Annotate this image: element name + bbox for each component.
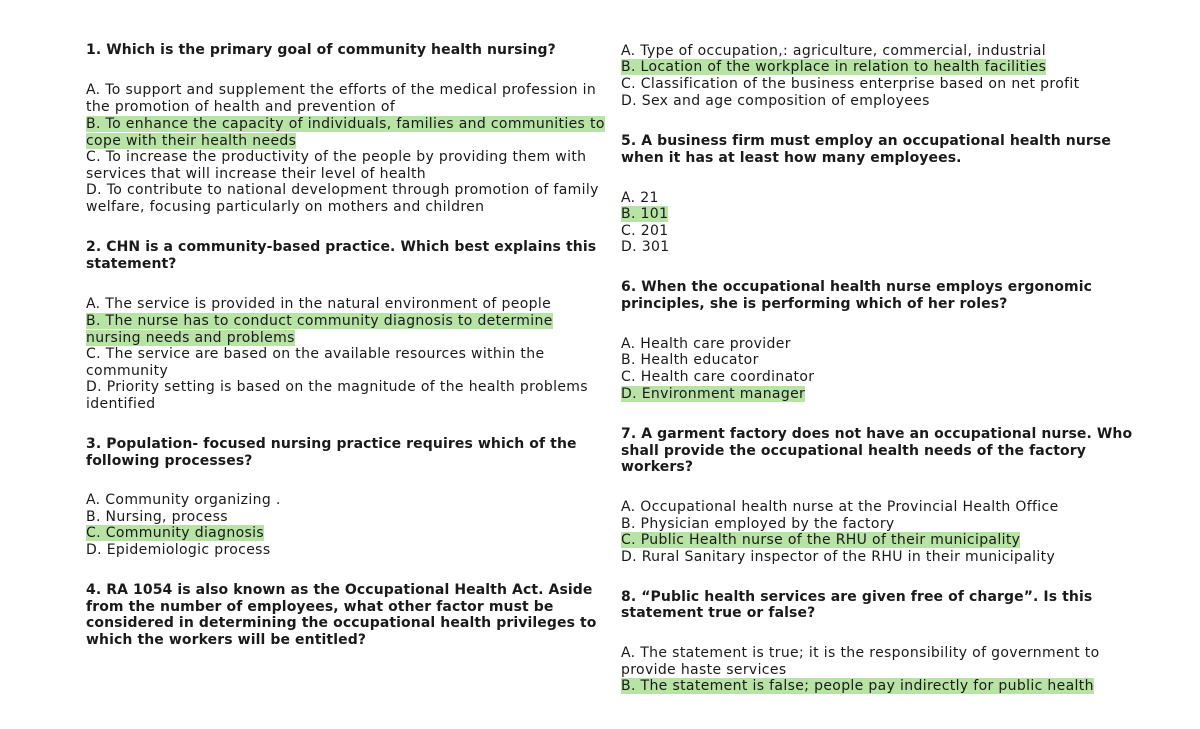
answer-option-highlighted bbox=[86, 116, 605, 133]
question-line bbox=[621, 279, 1092, 296]
line-text: 6. When the occupational health nurse employs ergonomic bbox=[621, 279, 1092, 295]
line-text: D. 301 bbox=[621, 239, 670, 255]
line-text: C. To increase the productivity of the people by providing them with bbox=[86, 149, 587, 165]
line-text: C. Public Health nurse of the RHU of their municipality bbox=[621, 532, 1021, 548]
line-text: C. Classification of the business enterprise based on net profit bbox=[621, 76, 1080, 92]
line-text: when it has at least how many employees. bbox=[621, 150, 962, 166]
answer-option bbox=[86, 199, 484, 216]
line-text: nursing needs and problems bbox=[86, 330, 295, 346]
line-text: 2. CHN is a community-based practice. Which best explains this bbox=[86, 239, 597, 255]
line-text: 7. A garment factory does not have an occupational nurse. Who bbox=[621, 426, 1133, 442]
line-text: considered in determining the occupational health privileges to bbox=[86, 615, 597, 631]
answer-option bbox=[86, 166, 426, 183]
line-text: C. Health care coordinator bbox=[621, 369, 815, 385]
line-text: D. Sex and age composition of employees bbox=[621, 93, 930, 109]
answer-option bbox=[621, 352, 759, 369]
answer-option bbox=[621, 549, 1055, 566]
line-text: from the number of employees, what other factor must be bbox=[86, 599, 554, 615]
answer-option-highlighted bbox=[621, 59, 1046, 76]
answer-option-highlighted bbox=[621, 678, 1094, 695]
question-line bbox=[621, 133, 1111, 150]
question-line bbox=[621, 426, 1132, 443]
question-line bbox=[86, 615, 596, 632]
answer-option bbox=[86, 182, 599, 199]
line-text: A. Community organizing . bbox=[86, 492, 281, 508]
line-text: 4. RA 1054 is also known as the Occupational Health Act. Aside bbox=[86, 582, 593, 598]
question-line bbox=[86, 239, 596, 256]
line-text: C. Community diagnosis bbox=[86, 525, 265, 541]
answer-option-highlighted bbox=[86, 525, 264, 542]
line-text: 3. Population- focused nursing practice requires which of the bbox=[86, 436, 577, 452]
line-text: statement? bbox=[86, 256, 177, 272]
question-line bbox=[621, 296, 1007, 313]
question-line bbox=[86, 436, 577, 453]
question-line bbox=[86, 453, 252, 470]
answer-option bbox=[621, 93, 930, 110]
answer-option bbox=[621, 239, 670, 256]
line-text: B. Health educator bbox=[621, 352, 759, 368]
line-text: B. The statement is false; people pay indirectly for public health bbox=[621, 678, 1094, 694]
line-text: A. The statement is true; it is the responsibility of government to bbox=[621, 645, 1100, 661]
line-text: 1. Which is the primary goal of community health nursing? bbox=[86, 42, 556, 58]
line-text: identified bbox=[86, 396, 156, 412]
answer-option bbox=[621, 76, 1079, 93]
answer-option-highlighted bbox=[621, 206, 668, 223]
line-text: D. To contribute to national development through promotion of family bbox=[86, 182, 599, 198]
answer-option bbox=[621, 369, 814, 386]
line-text: community bbox=[86, 363, 169, 379]
answer-option bbox=[621, 516, 895, 533]
line-text: which the workers will be entitled? bbox=[86, 632, 367, 648]
answer-option-highlighted bbox=[86, 330, 295, 347]
line-text: statement true or false? bbox=[621, 605, 816, 621]
question-line bbox=[621, 150, 962, 167]
answer-option-highlighted bbox=[621, 386, 805, 403]
answer-option bbox=[86, 379, 588, 396]
line-text: B. 101 bbox=[621, 206, 669, 222]
line-text: workers? bbox=[621, 459, 694, 475]
line-text: D. Priority setting is based on the magnitude of the health problems bbox=[86, 379, 588, 395]
answer-option bbox=[621, 43, 1046, 60]
question-line bbox=[621, 443, 1086, 460]
question-line bbox=[621, 589, 1092, 606]
answer-option-highlighted bbox=[621, 532, 1020, 549]
answer-option bbox=[86, 363, 168, 380]
answer-option bbox=[86, 509, 228, 526]
line-text: welfare, focusing particularly on mothers and children bbox=[86, 199, 485, 215]
line-text: B. To enhance the capacity of individuals, families and communities to bbox=[86, 116, 605, 132]
line-text: A. Occupational health nurse at the Provincial Health Office bbox=[621, 499, 1059, 515]
answer-option bbox=[86, 346, 544, 363]
line-text: B. Physician employed by the factory bbox=[621, 516, 895, 532]
line-text: D. Rural Sanitary inspector of the RHU in their municipality bbox=[621, 549, 1056, 565]
line-text: A. To support and supplement the efforts of the medical profession in bbox=[86, 82, 597, 98]
answer-option-highlighted bbox=[86, 313, 553, 330]
line-text: C. 201 bbox=[621, 223, 669, 239]
answer-option bbox=[621, 499, 1059, 516]
question-line bbox=[86, 599, 554, 616]
answer-option bbox=[621, 336, 791, 353]
line-text: D. Environment manager bbox=[621, 386, 806, 402]
line-text: services that will increase their level of health bbox=[86, 166, 427, 182]
line-text: A. 21 bbox=[621, 190, 659, 206]
line-text: principles, she is performing which of her roles? bbox=[621, 296, 1008, 312]
answer-option bbox=[86, 542, 270, 559]
answer-option bbox=[86, 492, 281, 509]
line-text: B. The nurse has to conduct community diagnosis to determine bbox=[86, 313, 553, 329]
line-text: cope with their health needs bbox=[86, 133, 297, 149]
answer-option-highlighted bbox=[86, 133, 296, 150]
line-text: B. Location of the workplace in relation to health facilities bbox=[621, 59, 1047, 75]
question-line bbox=[86, 632, 366, 649]
question-line bbox=[621, 605, 815, 622]
line-text: D. Epidemiologic process bbox=[86, 542, 271, 558]
line-text: provide haste services bbox=[621, 662, 787, 678]
line-text: the promotion of health and prevention of bbox=[86, 99, 396, 115]
question-line bbox=[621, 459, 693, 476]
answer-option bbox=[621, 645, 1100, 662]
line-text: B. Nursing, process bbox=[86, 509, 228, 525]
answer-option bbox=[621, 223, 669, 240]
question-line bbox=[86, 42, 556, 59]
line-text: A. Type of occupation,: agriculture, commercial, industrial bbox=[621, 43, 1047, 59]
answer-option bbox=[86, 82, 596, 99]
question-line bbox=[86, 582, 593, 599]
line-text: A. Health care provider bbox=[621, 336, 791, 352]
line-text: 8. “Public health services are given free of charge”. Is this bbox=[621, 589, 1093, 605]
line-text: A. The service is provided in the natural environment of people bbox=[86, 296, 552, 312]
line-text: shall provide the occupational health needs of the factory bbox=[621, 443, 1086, 459]
line-text: following processes? bbox=[86, 453, 253, 469]
line-text: 5. A business firm must employ an occupational health nurse bbox=[621, 133, 1111, 149]
answer-option bbox=[86, 396, 155, 413]
question-line bbox=[86, 256, 177, 273]
line-text: C. The service are based on the available resources within the bbox=[86, 346, 545, 362]
answer-option bbox=[86, 99, 395, 116]
answer-option bbox=[621, 190, 659, 207]
answer-option bbox=[86, 149, 586, 166]
answer-option bbox=[621, 662, 786, 679]
answer-option bbox=[86, 296, 551, 313]
